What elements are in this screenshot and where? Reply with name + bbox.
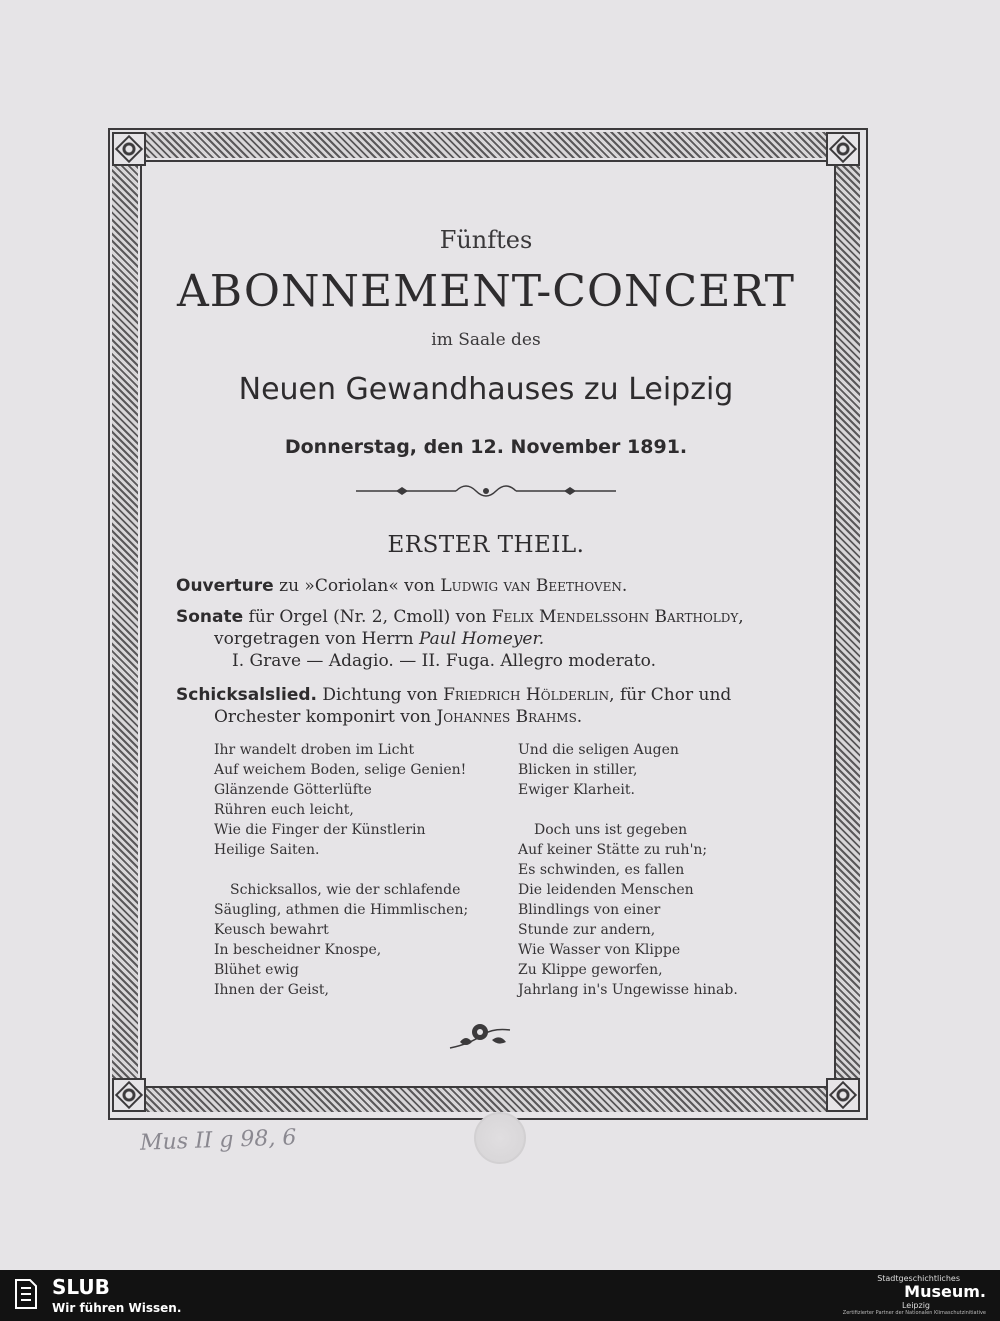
footer-bar <box>0 1270 1000 1321</box>
poem-line: Es schwinden, es fallen <box>518 862 685 878</box>
item-text: zu »Coriolan« von <box>273 576 441 596</box>
poem-line: Jahrlang in's Ungewisse hinab. <box>518 982 738 998</box>
embossed-stamp-icon <box>474 1112 526 1164</box>
poem-line: Heilige Saiten. <box>214 842 320 858</box>
museum-certification: Zertifizierter Partner der Nationalen Klimaschutzinitiative <box>842 1310 986 1316</box>
museum-name[interactable]: Museum. <box>904 1282 986 1301</box>
part-title: ERSTER THEIL. <box>387 532 585 558</box>
concert-title: ABONNEMENT-CONCERT <box>176 266 796 317</box>
stanza-gap <box>214 860 468 880</box>
poem-line: Die leidenden Menschen <box>518 882 694 898</box>
flower-vignette-icon <box>446 1018 516 1054</box>
item-text: Dichtung von <box>316 685 444 705</box>
performer-prefix: vorgetragen von Herrn <box>214 629 419 649</box>
item-composer: Johannes Brahms. <box>436 707 583 727</box>
poem-line: Auf weichem Boden, selige Genien! <box>214 762 467 778</box>
poem-line: Wie die Finger der Künstlerin <box>214 822 426 838</box>
item-label: Ouverture <box>176 576 274 596</box>
poem-line: Schicksallos, wie der schlafende <box>230 882 461 898</box>
poem-line: Ewiger Klarheit. <box>518 782 635 798</box>
concert-date: Donnerstag, den 12. November 1891. <box>284 436 688 458</box>
poem-line: Glänzende Götterlüfte <box>214 782 372 798</box>
poem-line: Säugling, athmen die Himmlischen; <box>214 902 469 918</box>
slub-name[interactable]: SLUB <box>52 1275 110 1299</box>
poem-line: Blicken in stiller, <box>518 762 638 778</box>
movements: I. Grave — Adagio. — II. Fuga. Allegro moderato. <box>232 651 656 671</box>
museum-label-top: Stadtgeschichtliches <box>877 1274 960 1283</box>
poem-line: Ihr wandelt droben im Licht <box>214 742 415 758</box>
poem-line: In bescheidner Knospe, <box>214 942 382 958</box>
poem-line: Keusch bewahrt <box>214 922 329 938</box>
concert-venue: Neuen Gewandhauses zu Leipzig <box>238 372 734 407</box>
program-item-schicksalslied <box>176 684 836 728</box>
poem-left-column <box>214 740 468 1000</box>
performer-name: Paul Homeyer. <box>418 629 545 649</box>
divider-ornament-icon <box>356 480 616 502</box>
program-item-overture <box>176 575 836 597</box>
item-composer: Ludwig van Beethoven. <box>440 576 628 596</box>
corner-ornament-bottom-left <box>112 1078 146 1112</box>
poem-right-column <box>518 740 738 1000</box>
item-text: für Orgel (Nr. 2, Cmoll) von <box>243 607 492 627</box>
poem-line: Rühren euch leicht, <box>214 802 354 818</box>
concert-subtitle: im Saale des <box>431 330 541 350</box>
stanza-gap <box>518 800 738 820</box>
poem-line: Stunde zur andern, <box>518 922 656 938</box>
poem-line: Ihnen der Geist, <box>214 982 329 998</box>
concert-ordinal: Fünftes <box>439 226 533 254</box>
item-label: Sonate <box>176 607 244 627</box>
item-composer: Felix Mendelssohn Bartholdy, <box>491 607 744 627</box>
poem-line: Auf keiner Stätte zu ruh'n; <box>518 842 708 858</box>
poem-line: Zu Klippe geworfen, <box>518 962 663 978</box>
museum-city: Leipzig <box>901 1301 930 1310</box>
corner-ornament-top-left <box>112 132 146 166</box>
item-text-c: Orchester komponirt von <box>214 707 437 727</box>
item-poet: Friedrich Hölderlin, <box>443 685 615 705</box>
item-text-b: für Chor und <box>614 685 732 705</box>
item-label: Schicksalslied. <box>176 685 317 705</box>
slub-logo-icon[interactable] <box>14 1278 38 1310</box>
slub-tagline: Wir führen Wissen. <box>52 1301 182 1315</box>
corner-ornament-bottom-right <box>826 1078 860 1112</box>
poem-line: Blühet ewig <box>214 962 299 978</box>
poem-line: Und die seligen Augen <box>518 742 679 758</box>
poem-line: Blindlings von einer <box>518 902 661 918</box>
poem-line: Doch uns ist gegeben <box>534 822 688 838</box>
poem-line: Wie Wasser von Klippe <box>518 942 681 958</box>
program-item-sonata <box>176 606 836 672</box>
shelfmark-signature: Mus II g 98, 6 <box>139 1125 297 1156</box>
corner-ornament-top-right <box>826 132 860 166</box>
